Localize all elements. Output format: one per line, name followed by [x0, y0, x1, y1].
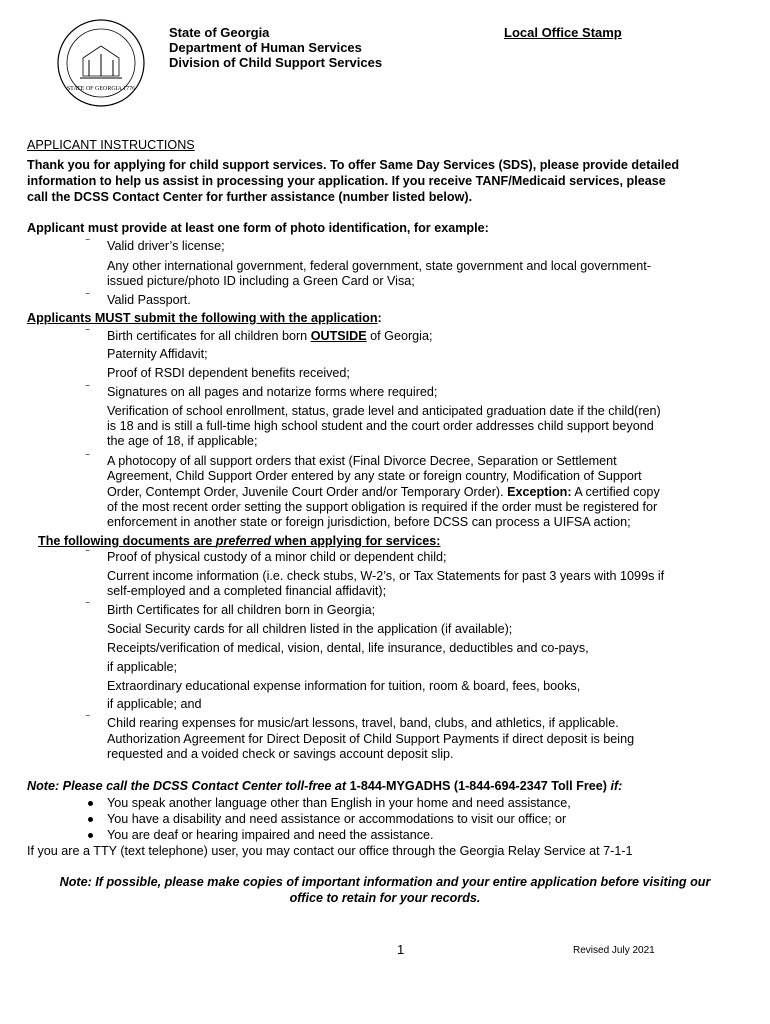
final-note: office to retain for your records.: [289, 891, 481, 905]
checkbox-mark-icon: ‾: [86, 239, 90, 250]
list-item: of the most recent order setting the support obligation is required if the order must be registered for: [107, 500, 658, 514]
list-item: if applicable;: [107, 660, 178, 674]
list-item: Verification of school enrollment, status, grade level and anticipated graduation date if the child(ren): [107, 404, 661, 418]
list-item: Valid driver’s license;: [107, 239, 225, 253]
list-item: requested and a voided check or savings account deposit slip.: [107, 747, 454, 761]
list-item: Any other international government, federal government, state government and local government-: [107, 259, 651, 273]
list-item: Social Security cards for all children listed in the application (if available);: [107, 622, 513, 636]
preferred-heading: The following documents are preferred when applying for services:: [38, 534, 441, 548]
bullet-icon: [88, 833, 93, 838]
list-item: self-employed and a completed financial affidavit);: [107, 584, 387, 598]
tty-note: If you are a TTY (text telephone) user, you may contact our office through the Georgia Relay Service at 7-1-1: [27, 844, 633, 858]
checkbox-mark-icon: ‾: [86, 454, 90, 465]
agency-state: State of Georgia: [169, 25, 270, 40]
list-item: Authorization Agreement for Direct Deposit of Child Support Payments if direct deposit is being: [107, 732, 635, 746]
list-item: Valid Passport.: [107, 293, 191, 307]
checkbox-mark-icon: ‾: [86, 385, 90, 396]
bullet-icon: [88, 817, 93, 822]
intro-line: Thank you for applying for child support services. To offer Same Day Services (SDS), please provide detailed: [27, 158, 680, 172]
list-item: if applicable; and: [107, 697, 202, 711]
list-item: is 18 and is still a full-time high school student and the court order addresses child support beyond: [107, 419, 654, 433]
bullet-icon: [88, 801, 93, 806]
page-number: 1: [397, 942, 405, 957]
list-item: Extraordinary educational expense information for tuition, room & board, fees, books,: [107, 679, 581, 693]
local-office-stamp-label: Local Office Stamp: [504, 25, 622, 40]
list-item: Proof of RSDI dependent benefits received;: [107, 366, 350, 380]
checkbox-mark-icon: ‾: [86, 293, 90, 304]
list-item: the age of 18, if applicable;: [107, 434, 258, 448]
list-item: Receipts/verification of medical, vision, dental, life insurance, deductibles and co-pays,: [107, 641, 589, 655]
agency-division: Division of Child Support Services: [169, 55, 383, 70]
contact-note: Note: Please call the DCSS Contact Center toll-free at 1-844-MYGADHS (1-844-694-2347 Toll Free) if:: [27, 779, 623, 793]
seal-year: STATE OF GEORGIA 1776: [66, 86, 136, 92]
intro-line: information to help us assist in processing your application. If you receive TANF/Medicaid services, please: [27, 174, 666, 188]
list-item: You are deaf or hearing impaired and need the assistance.: [107, 828, 434, 842]
list-item: Birth certificates for all children born OUTSIDE of Georgia;: [107, 329, 433, 343]
list-item: Paternity Affidavit;: [107, 347, 208, 361]
georgia-state-seal: [56, 18, 146, 108]
list-item: Proof of physical custody of a minor child or dependent child;: [107, 550, 447, 564]
instructions-title: APPLICANT INSTRUCTIONS: [27, 138, 195, 152]
revised-date: Revised July 2021: [573, 945, 655, 956]
list-item: enforcement in another state or foreign jurisdiction, before DCSS can process a UIFSA action;: [107, 515, 631, 529]
list-item: Agreement, Child Support Order entered by any state or foreign country, Modification of Support: [107, 469, 642, 483]
list-item: Birth Certificates for all children born in Georgia;: [107, 603, 376, 617]
checkbox-mark-icon: ‾: [86, 329, 90, 340]
checkbox-mark-icon: ‾: [86, 715, 90, 726]
list-item: Signatures on all pages and notarize forms where required;: [107, 385, 438, 399]
list-item: issued picture/photo ID including a Green Card or Visa;: [107, 274, 415, 288]
final-note: Note: If possible, please make copies of important information and your entire application before visiting our: [59, 875, 711, 889]
list-item: Current income information (i.e. check stubs, W-2’s, or Tax Statements for past 3 years with 1099s if: [107, 569, 665, 583]
list-item: You speak another language other than English in your home and need assistance,: [107, 796, 571, 810]
list-item: Order, Contempt Order, Juvenile Court Order and/or Temporary Order). Exception: A certified copy: [107, 485, 660, 499]
list-item: Child rearing expenses for music/art lessons, travel, band, clubs, and athletics, if applicable.: [107, 716, 619, 730]
checkbox-mark-icon: ‾: [86, 550, 90, 561]
must-submit-heading: Applicants MUST submit the following with the application:: [27, 311, 382, 325]
intro-line: call the DCSS Contact Center for further assistance (number listed below).: [27, 190, 473, 204]
list-item: A photocopy of all support orders that exist (Final Divorce Decree, Separation or Settlement: [107, 454, 617, 468]
photo-id-heading: Applicant must provide at least one form of photo identification, for example:: [27, 221, 489, 235]
list-item: You have a disability and need assistance or accommodations to visit our office; or: [107, 812, 567, 826]
checkbox-mark-icon: ‾: [86, 602, 90, 613]
agency-department: Department of Human Services: [169, 40, 362, 55]
